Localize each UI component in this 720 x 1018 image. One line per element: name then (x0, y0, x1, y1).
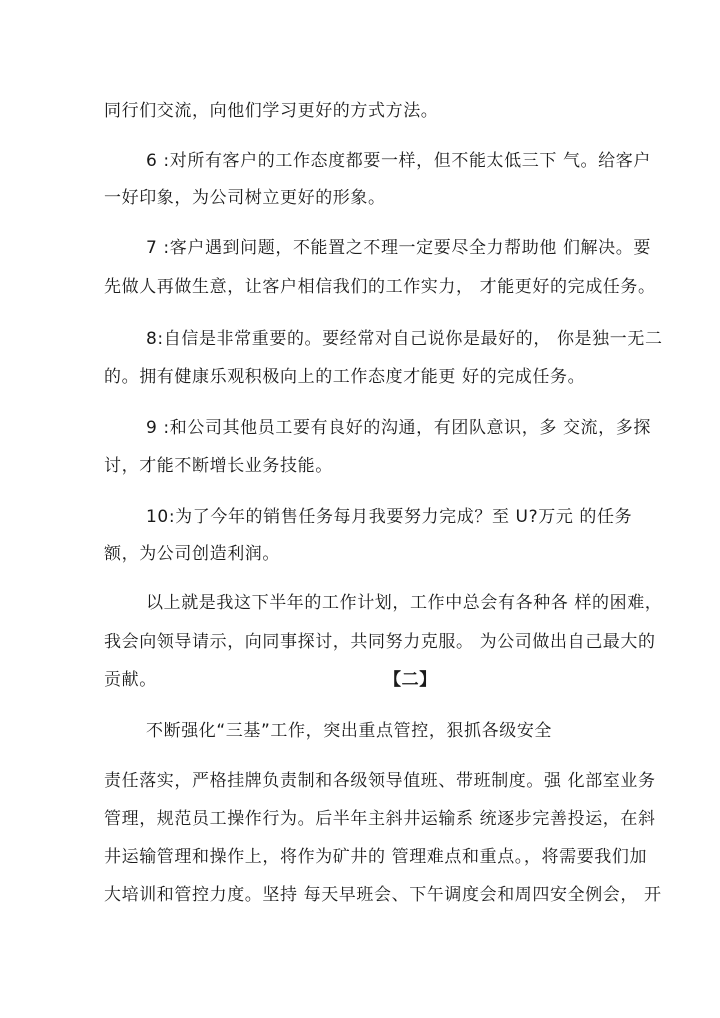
section-heading: 【二】 (384, 670, 437, 690)
text-line: 管理，规范员工操作行为。后半年主斜井运输系 统逐步完善投运，在斜 (104, 809, 656, 829)
text-line: 讨，才能不断增长业务技能。 (104, 456, 333, 476)
text-line: 6 :对所有客户的工作态度都要一样，但不能太低三下 气。给客户 (146, 151, 651, 171)
text-line: 9 :和公司其他员工要有良好的沟通，有团队意识，多 交流，多探 (146, 418, 651, 438)
text-line: 以上就是我这下半年的工作计划，工作中总会有各种各 样的困难， (146, 593, 663, 613)
text-line: 大培训和管控力度。坚持 每天早班会、下午调度会和周四安全例会， 开 (104, 885, 662, 905)
text-line: 责任落实，严格挂牌负责制和各级领导值班、带班制度。强 化部室业务 (104, 771, 656, 791)
text-line: 我会向领导请示，向同事探讨，共同努力克服。 为公司做出自己最大的 (104, 632, 656, 652)
text-line: 一好印象，为公司树立更好的形象。 (104, 188, 386, 208)
text-line: 不断强化“三基”工作，突出重点管控，狠抓各级安全 (146, 721, 553, 741)
text-line: 10:为了今年的销售任务每月我要努力完成？至 U?万元 的任务 (146, 507, 633, 527)
text-line: 7 :客户遇到问题，不能置之不理一定要尽全力帮助他 们解决。要 (146, 238, 651, 258)
text-line: 井运输管理和操作上，将作为矿井的 管理难点和重点。，将需要我们加 (104, 847, 648, 867)
text-line: 的。拥有健康乐观积极向上的工作态度才能更 好的完成任务。 (104, 367, 586, 387)
text-line: 贡献。 (104, 670, 157, 690)
text-line: 先做人再做生意，让客户相信我们的工作实力， 才能更好的完成任务。 (104, 277, 656, 297)
text-line: 8:自信是非常重要的。要经常对自己说你是最好的， 你是独一无二 (146, 329, 663, 349)
text-line: 同行们交流，向他们学习更好的方式方法。 (104, 101, 439, 121)
text-line: 额，为公司创造利润。 (104, 544, 280, 564)
